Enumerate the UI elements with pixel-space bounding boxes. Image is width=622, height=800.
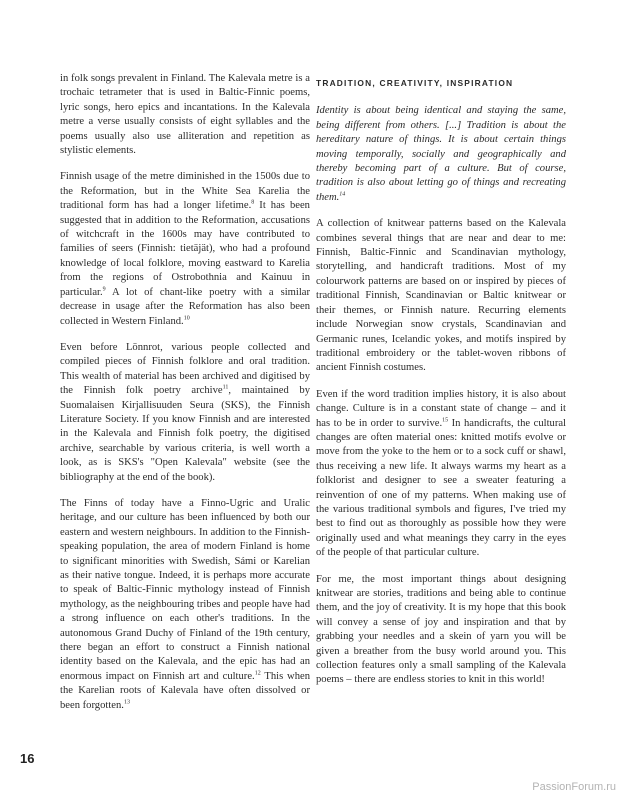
- section-heading: TRADITION, CREATIVITY, INSPIRATION: [316, 78, 514, 88]
- paragraph-text: For me, the most important things about designing knitwear are stories, traditions and being able to continue them, and the joy of creativity. It is my hope that this book will convey a sense of joy and inspiration and that by grabbing your needles and a skein of yarn you will be given a breather from the busy world around you. This collection features only a small sampling of the Kalevala poems – there are endless stories to knit in this world!: [316, 573, 566, 686]
- paragraph-text: Finnish usage of the metre diminished in the 1500s due to the Reformation, but in the White Sea Karelia the traditional form has had a longer lifetime.: [60, 171, 310, 212]
- footnote-marker: 8: [251, 199, 255, 206]
- paragraph-text: In handicrafts, the cultural changes are often material ones: knitted motifs evolve or move from the yoke to the hem or to a sock cuff or shawl, thus receiving a new life. It always warms my heart as a folklorist and designer to see a sweater featuring a reinvention of one of my patterns. When making use of the various traditional symbols and figures, I've tried my best to find out as thoroughly as possible how they were originally used and what meanings they carry in the eyes of the people of that particular culture.: [316, 417, 566, 559]
- paragraph-text: Even before Lönnrot, various people collected and compiled pieces of Finnish folklore and oral tradition. This wealth of material has been archived and digitised by the Finnish folk poetry archive: [60, 341, 310, 397]
- footnote-marker: 14: [339, 191, 346, 198]
- paragraph-knitwear-collection: [316, 217, 566, 375]
- paragraph-finnish-heritage: [60, 497, 310, 713]
- footnote-marker: 11: [222, 384, 229, 391]
- paragraph-tradition-change: [316, 388, 566, 561]
- paragraph-kalevala-metre: [60, 72, 310, 158]
- footnote-marker: 13: [123, 699, 130, 706]
- paragraph-text: , maintained by Suomalaisen Kirjallisuuden Seura (SKS), the Finnish Literature Society. If you know Finnish and are interested in the Kalevala and Finnish folk poetry, the digitised archive, searchable by various criteria, is well worth a look, as is SKS's "Open Kalevala" website (see the bibliography at the end of the book).: [60, 385, 310, 483]
- quote-text: Identity is about being identical and staying the same, being different from others. [...] Tradition is about the hereditary nature of things. It is about certain things moving temporally, socially and geographically and thereby becoming part of a culture. But of course, tradition is also about letting go of things and recreating them.: [316, 105, 566, 203]
- paragraph-designing-knitwear: [316, 573, 566, 688]
- page-number: 16: [20, 751, 35, 766]
- paragraph-text: Even if the word tradition implies history, it is also about change. Culture is in a constant state of change – and it has to be in order to survive.: [316, 388, 566, 429]
- footnote-marker: 15: [442, 417, 449, 423]
- paragraph-metre-usage: [60, 170, 310, 328]
- right-column: [316, 72, 566, 700]
- paragraph-text: It has been suggested that in addition to the Reformation, accusations of witchcraft in the 1600s may have contributed to families of seers (Finnish: tietäjät), who had a profound knowledge of local folklore, moving eastward to Karelia from the regions of Ostrobothnia and Kainuu in particular.: [60, 200, 310, 298]
- footnote-marker: 12: [254, 670, 261, 677]
- footnote-marker: 9: [102, 286, 106, 293]
- footnote-marker: 10: [183, 314, 190, 321]
- paragraph-text: The Finns of today have a Finno-Ugric and Uralic heritage, and our culture has been influenced by both our eastern and western neighbours. In addition to the Finnish-speaking population, the area of modern Finland is home to significant minorities with Swedish, Sámi or Karelian as their native tongue. Indeed, it is perhaps more accurate to speak of Baltic-Finnic mythology instead of Finnish mythology, as the neighbouring tribes and people have had a strong influence on each other's traditions. In the autonomous Grand Duchy of Finland of the 19th century, there began an effort to construct a Finnish national identity based on the Kalevala, and the epic has had an enormous impact on Finnish art and culture.: [60, 497, 310, 682]
- paragraph-folklore-archive: [60, 341, 310, 485]
- left-column: [60, 72, 310, 725]
- epigraph-quote: [316, 104, 566, 205]
- watermark: PassionForum.ru: [532, 781, 616, 793]
- paragraph-text: in folk songs prevalent in Finland. The Kalevala metre is a trochaic tetrameter that is used in Baltic-Finnic poems, lyric songs, hero epics and incantations. In the Kalevala metre a verse usually consists of eight syllables and the poems usually also use alliteration and repetition as stylistic elements.: [60, 73, 310, 157]
- paragraph-text: This when the Karelian roots of Kalevala have often dissolved or been forgotten.: [60, 670, 310, 711]
- paragraph-text: A collection of knitwear patterns based on the Kalevala combines several things that are near and dear to me: Finnish, Baltic-Finnic and Scandinavian mythology, storytelling, and handicraft traditions. Most of my colourwork patterns are based on or inspired by pieces of traditional Finnish, Scandinavian or Baltic knitwear or their themes, or Finnish nature. Recurring elements include Norwegian snow crystals, Scandinavian and Germanic runes, Icelandic yokes, and motifs inspired by traditional embroidery or the tablet-woven ribbons of ancient Finnish costumes.: [316, 218, 566, 374]
- paragraph-text: A lot of chant-like poetry with a similar decrease in usage after the Reformation has also been collected in Western Finland.: [60, 286, 310, 327]
